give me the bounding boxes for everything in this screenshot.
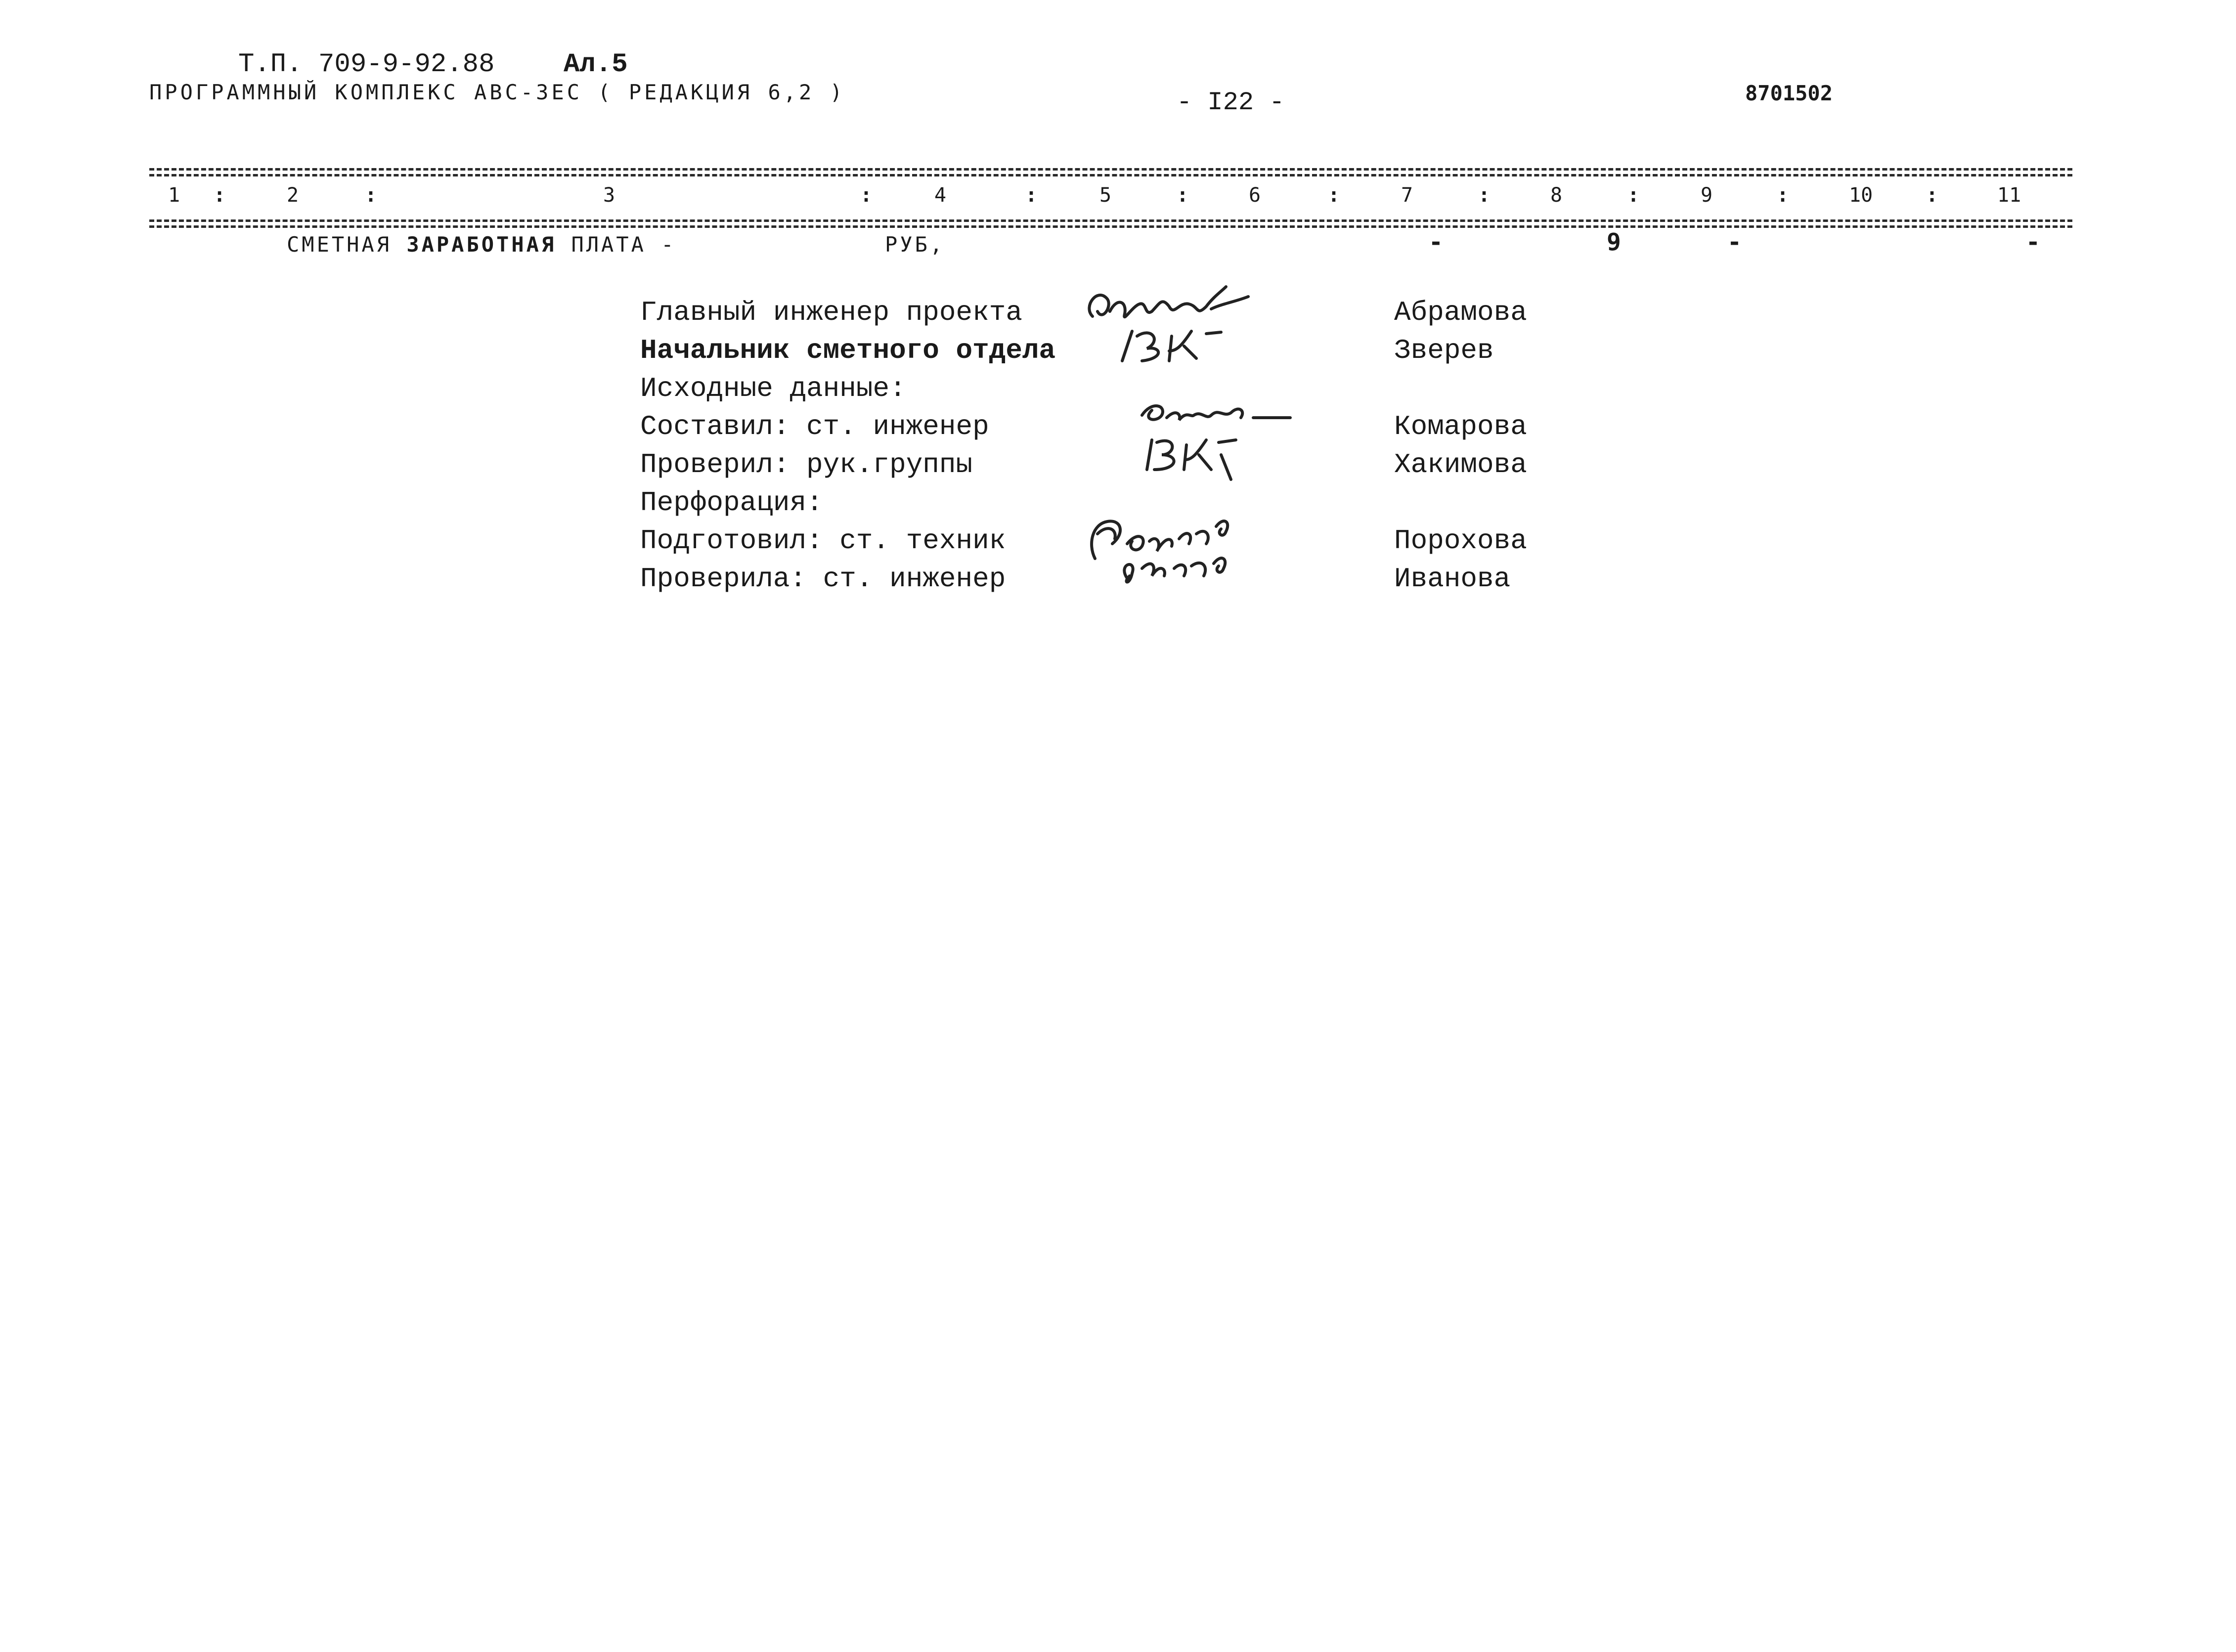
table-top-rule-double: [149, 174, 2072, 176]
column-separator: :: [1926, 184, 1938, 207]
signature-mark-technician: [1083, 504, 1280, 603]
table-header-bottom-rule: [149, 219, 2072, 222]
wage-label-bold: ЗАРАБОТНАЯ: [406, 232, 557, 257]
column-separator: :: [365, 184, 377, 207]
wage-label-suffix: ПЛАТА -: [571, 232, 676, 257]
wage-row-label: [287, 232, 676, 257]
wage-col10-value: -: [1727, 228, 1742, 256]
signature-mark-compiler: [1132, 395, 1310, 489]
signature-role: Главный инженер проекта: [640, 297, 1022, 328]
signature-name: Порохова: [1394, 525, 1527, 557]
section-label: Перфорация:: [640, 487, 823, 519]
signature-role: Проверил: рук.группы: [640, 449, 973, 480]
document-code: Т.П. 709-9-92.88: [238, 49, 495, 80]
signature-name: Зверев: [1394, 335, 1494, 366]
column-separator: :: [1177, 184, 1189, 207]
signature-role: Подготовил: ст. техник: [640, 525, 1006, 557]
column-header-8: 8: [1550, 184, 1563, 207]
column-separator: :: [214, 184, 226, 207]
signature-role: Начальник сметного отдела: [640, 335, 1056, 366]
table-header-bottom-rule-double: [149, 225, 2072, 228]
signature-name: Хакимова: [1394, 449, 1527, 480]
sheet-label: Ал.5: [564, 49, 628, 80]
table-top-rule: [149, 168, 2072, 171]
column-header-7: 7: [1401, 184, 1413, 207]
program-line: ПРОГРАММНЫЙ КОМПЛЕКС АВС-3ЕС ( РЕДАКЦИЯ 6,2 ): [149, 80, 845, 104]
wage-col9-value: 9: [1607, 228, 1621, 256]
signature-name: Комарова: [1394, 411, 1527, 442]
column-header-6: 6: [1249, 184, 1261, 207]
wage-unit: РУБ,: [885, 232, 945, 257]
column-header-10: 10: [1849, 184, 1873, 207]
signature-name: Абрамова: [1394, 297, 1527, 328]
page-number: - I22 -: [1177, 88, 1285, 117]
column-separator: :: [1025, 184, 1038, 207]
column-separator: :: [1777, 184, 1789, 207]
column-header-5: 5: [1099, 184, 1112, 207]
signature-name: Иванова: [1394, 563, 1511, 595]
column-header-9: 9: [1701, 184, 1713, 207]
column-separator: :: [1328, 184, 1340, 207]
signature-role: Составил: ст. инженер: [640, 411, 989, 442]
column-separator: :: [860, 184, 873, 207]
column-header-2: 2: [287, 184, 299, 207]
wage-col11-value: -: [2026, 228, 2040, 256]
wage-col7-value: -: [1429, 228, 1443, 256]
signature-role: Проверила: ст. инженер: [640, 563, 1006, 595]
column-header-3: 3: [603, 184, 615, 207]
section-label: Исходные данные:: [640, 373, 906, 404]
column-separator: :: [1478, 184, 1491, 207]
column-header-11: 11: [1997, 184, 2021, 207]
column-header-1: 1: [168, 184, 180, 207]
wage-label-prefix: СМЕТНАЯ: [287, 232, 392, 257]
document-id: 8701502: [1745, 81, 1833, 105]
signature-mark-chief-engineer: [1078, 277, 1295, 381]
column-separator: :: [1627, 184, 1640, 207]
column-header-4: 4: [934, 184, 947, 207]
